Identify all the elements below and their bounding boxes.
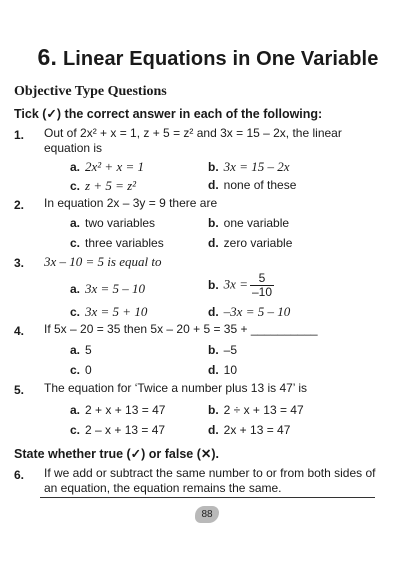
option-c[interactable] [70, 178, 136, 194]
option-letter: a. [70, 216, 81, 230]
question-number: 5. [14, 383, 25, 397]
option-d[interactable] [208, 236, 292, 250]
option-a[interactable] [70, 403, 165, 417]
fraction-numerator: 5 [258, 271, 266, 285]
option-letter: a. [70, 160, 81, 174]
option-text: –5 [223, 343, 238, 357]
option-a[interactable] [70, 343, 92, 357]
option-d[interactable] [208, 178, 296, 192]
option-letter: b. [208, 343, 219, 357]
option-text: 3x = 5 – 10 [85, 281, 146, 296]
chapter-number: 6. [37, 44, 57, 70]
option-text: 2x + 13 = 47 [223, 423, 291, 437]
option-d[interactable] [208, 363, 237, 377]
option-letter: b. [208, 277, 219, 292]
question-text-line: equation is [44, 141, 103, 155]
option-text: 3x = [223, 276, 248, 292]
option-text: one variable [223, 216, 290, 230]
option-letter: d. [208, 363, 219, 377]
fraction-denominator: –10 [251, 285, 272, 299]
option-letter: d. [208, 236, 219, 250]
option-letter: c. [70, 305, 81, 319]
option-b[interactable] [208, 272, 274, 299]
option-text: three variables [85, 236, 164, 250]
option-letter: b. [208, 160, 219, 174]
option-letter: d. [208, 178, 219, 192]
question-number: 1. [14, 128, 25, 142]
fraction [250, 272, 274, 299]
question-text: The equation for ‘Twice a number plus 13 is 47’ is [44, 381, 308, 395]
question-text: In equation 2x – 3y = 9 there are [44, 196, 218, 210]
chapter-title-text: Linear Equations in One Variable [62, 48, 379, 70]
option-letter: b. [208, 216, 219, 230]
option-letter: a. [70, 343, 81, 357]
option-a[interactable] [70, 281, 145, 297]
option-text: 2 + x + 13 = 47 [85, 403, 166, 417]
option-text: –3x = 5 – 10 [223, 304, 291, 319]
question-text [44, 126, 342, 156]
instruction-true-false: State whether true (✓) or false (✕). [14, 447, 220, 461]
option-b[interactable] [208, 216, 289, 230]
chapter-title [0, 44, 416, 71]
option-letter: c. [70, 423, 81, 437]
option-text: z + 5 = z² [85, 178, 137, 193]
option-b[interactable] [208, 403, 304, 417]
option-letter: d. [208, 305, 219, 319]
instruction-tick: Tick (✓) the correct answer in each of the following: [14, 107, 323, 121]
option-text: 3x = 15 – 2x [223, 159, 290, 174]
option-letter: a. [70, 282, 81, 296]
option-letter: c. [70, 179, 81, 193]
option-a[interactable] [70, 159, 144, 175]
option-letter: d. [208, 423, 219, 437]
option-c[interactable] [70, 236, 164, 250]
option-text: none of these [223, 178, 297, 192]
option-text: 0 [85, 363, 92, 377]
option-b[interactable] [208, 159, 289, 175]
option-letter: c. [70, 236, 81, 250]
question-text [44, 466, 376, 496]
option-text: 3x = 5 + 10 [85, 304, 148, 319]
option-letter: c. [70, 363, 81, 377]
option-text: zero variable [223, 236, 293, 250]
option-text: 2 ÷ x + 13 = 47 [223, 403, 304, 417]
option-text: two variables [85, 216, 156, 230]
option-d[interactable] [208, 304, 290, 320]
page-number: 88 [195, 506, 219, 523]
question-text-line: If we add or subtract the same number to or from both sides of [44, 466, 376, 480]
question-text-line: an equation, the equation remains the same. [44, 481, 282, 495]
question-text: If 5x – 20 = 35 then 5x – 20 + 5 = 35 + __________ [44, 322, 318, 336]
section-heading: Objective Type Questions [14, 84, 167, 99]
option-text: 10 [223, 363, 238, 377]
option-b[interactable] [208, 343, 237, 357]
option-c[interactable] [70, 423, 165, 437]
option-c[interactable] [70, 304, 147, 320]
question-number: 2. [14, 198, 25, 212]
question-text-line: Out of 2x² + x = 1, z + 5 = z² and 3x = 15 – 2x, the linear [44, 126, 342, 140]
option-d[interactable] [208, 423, 290, 437]
question-number: 6. [14, 468, 25, 482]
option-c[interactable] [70, 363, 92, 377]
question-number: 4. [14, 324, 25, 338]
option-letter: b. [208, 403, 219, 417]
footer-divider [40, 497, 375, 498]
option-letter: a. [70, 403, 81, 417]
option-text: 2x² + x = 1 [85, 159, 144, 174]
question-text: 3x – 10 = 5 is equal to [44, 254, 162, 269]
option-a[interactable] [70, 216, 155, 230]
option-text: 2 – x + 13 = 47 [85, 423, 166, 437]
option-text: 5 [85, 343, 92, 357]
question-number: 3. [14, 256, 25, 270]
